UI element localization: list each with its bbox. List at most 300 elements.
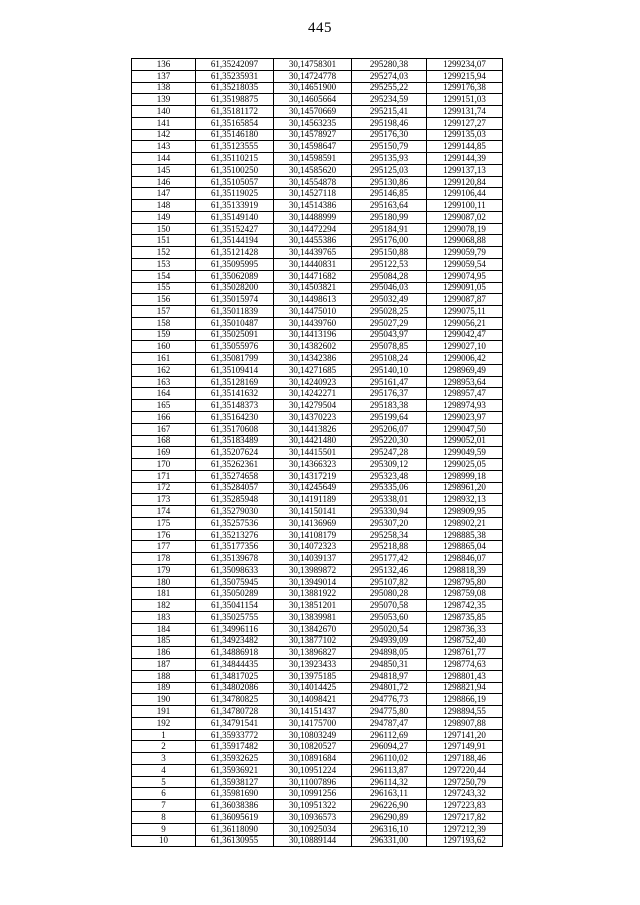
table-row: [132, 353, 503, 365]
latitude-cell: 61,34844435: [196, 659, 274, 671]
table-row: [132, 470, 503, 482]
table-row: [132, 823, 503, 835]
coordinates-table-body: [132, 59, 503, 847]
longitude-cell: 30,10951322: [274, 800, 352, 812]
point-number-cell: 145: [132, 164, 196, 176]
table-row: [132, 659, 503, 671]
latitude-cell: 61,35062089: [196, 270, 274, 282]
longitude-cell: 30,14651900: [274, 82, 352, 94]
y-coordinate-cell: 1299100,11: [427, 200, 503, 212]
table-row: [132, 800, 503, 812]
point-number-cell: 2: [132, 741, 196, 753]
y-coordinate-cell: 1297220,44: [427, 764, 503, 776]
table-row: [132, 200, 503, 212]
table-row: [132, 329, 503, 341]
latitude-cell: 61,35133919: [196, 200, 274, 212]
latitude-cell: 61,35025755: [196, 611, 274, 623]
table-row: [132, 129, 503, 141]
table-row: [132, 447, 503, 459]
x-coordinate-cell: 295309,12: [352, 459, 427, 471]
table-row: [132, 188, 503, 200]
y-coordinate-cell: 1299078,19: [427, 223, 503, 235]
x-coordinate-cell: 295247,28: [352, 447, 427, 459]
longitude-cell: 30,14514386: [274, 200, 352, 212]
x-coordinate-cell: 295150,79: [352, 141, 427, 153]
y-coordinate-cell: 1299151,03: [427, 94, 503, 106]
table-row: [132, 694, 503, 706]
x-coordinate-cell: 295032,49: [352, 294, 427, 306]
point-number-cell: 170: [132, 459, 196, 471]
y-coordinate-cell: 1299059,79: [427, 247, 503, 259]
y-coordinate-cell: 1299049,59: [427, 447, 503, 459]
table-row: [132, 153, 503, 165]
x-coordinate-cell: 295122,53: [352, 259, 427, 271]
table-row: [132, 164, 503, 176]
table-row: [132, 753, 503, 765]
longitude-cell: 30,13949014: [274, 576, 352, 588]
latitude-cell: 61,35936921: [196, 764, 274, 776]
latitude-cell: 61,35170608: [196, 423, 274, 435]
y-coordinate-cell: 1298894,55: [427, 706, 503, 718]
table-row: [132, 376, 503, 388]
longitude-cell: 30,14271685: [274, 364, 352, 376]
table-row: [132, 541, 503, 553]
point-number-cell: 9: [132, 823, 196, 835]
y-coordinate-cell: 1299234,07: [427, 59, 503, 71]
point-number-cell: 167: [132, 423, 196, 435]
latitude-cell: 61,35098633: [196, 564, 274, 576]
longitude-cell: 30,14570669: [274, 106, 352, 118]
point-number-cell: 169: [132, 447, 196, 459]
x-coordinate-cell: 295280,38: [352, 59, 427, 71]
latitude-cell: 61,35257536: [196, 517, 274, 529]
latitude-cell: 61,35041154: [196, 600, 274, 612]
x-coordinate-cell: 295150,88: [352, 247, 427, 259]
x-coordinate-cell: 294775,80: [352, 706, 427, 718]
point-number-cell: 184: [132, 623, 196, 635]
table-row: [132, 588, 503, 600]
y-coordinate-cell: 1297193,62: [427, 835, 503, 847]
longitude-cell: 30,13989872: [274, 564, 352, 576]
x-coordinate-cell: 295258,34: [352, 529, 427, 541]
latitude-cell: 61,35148373: [196, 400, 274, 412]
y-coordinate-cell: 1298774,63: [427, 659, 503, 671]
point-number-cell: 190: [132, 694, 196, 706]
latitude-cell: 61,36038386: [196, 800, 274, 812]
table-row: [132, 294, 503, 306]
x-coordinate-cell: 296331,00: [352, 835, 427, 847]
point-number-cell: 172: [132, 482, 196, 494]
point-number-cell: 164: [132, 388, 196, 400]
y-coordinate-cell: 1299131,74: [427, 106, 503, 118]
latitude-cell: 61,35015974: [196, 294, 274, 306]
point-number-cell: 175: [132, 517, 196, 529]
y-coordinate-cell: 1298759,08: [427, 588, 503, 600]
x-coordinate-cell: 295335,06: [352, 482, 427, 494]
y-coordinate-cell: 1299006,42: [427, 353, 503, 365]
longitude-cell: 30,14421480: [274, 435, 352, 447]
point-number-cell: 168: [132, 435, 196, 447]
latitude-cell: 61,35262361: [196, 459, 274, 471]
latitude-cell: 61,35207624: [196, 447, 274, 459]
x-coordinate-cell: 295046,03: [352, 282, 427, 294]
point-number-cell: 162: [132, 364, 196, 376]
longitude-cell: 30,14415501: [274, 447, 352, 459]
longitude-cell: 30,14598647: [274, 141, 352, 153]
longitude-cell: 30,14554878: [274, 176, 352, 188]
latitude-cell: 61,35028200: [196, 282, 274, 294]
longitude-cell: 30,14472294: [274, 223, 352, 235]
table-row: [132, 682, 503, 694]
latitude-cell: 61,35165854: [196, 117, 274, 129]
x-coordinate-cell: 295080,28: [352, 588, 427, 600]
x-coordinate-cell: 294776,73: [352, 694, 427, 706]
longitude-cell: 30,14014425: [274, 682, 352, 694]
y-coordinate-cell: 1298999,18: [427, 470, 503, 482]
table-row: [132, 364, 503, 376]
longitude-cell: 30,14191189: [274, 494, 352, 506]
latitude-cell: 61,35235931: [196, 70, 274, 82]
longitude-cell: 30,10803249: [274, 729, 352, 741]
x-coordinate-cell: 295163,64: [352, 200, 427, 212]
latitude-cell: 61,35121428: [196, 247, 274, 259]
longitude-cell: 30,10951224: [274, 764, 352, 776]
table-row: [132, 623, 503, 635]
point-number-cell: 156: [132, 294, 196, 306]
x-coordinate-cell: 296163,11: [352, 788, 427, 800]
latitude-cell: 61,34780825: [196, 694, 274, 706]
table-row: [132, 729, 503, 741]
point-number-cell: 142: [132, 129, 196, 141]
y-coordinate-cell: 1299135,03: [427, 129, 503, 141]
x-coordinate-cell: 296290,89: [352, 812, 427, 824]
longitude-cell: 30,14439765: [274, 247, 352, 259]
x-coordinate-cell: 294850,31: [352, 659, 427, 671]
table-row: [132, 564, 503, 576]
x-coordinate-cell: 295027,29: [352, 317, 427, 329]
longitude-cell: 30,14475010: [274, 306, 352, 318]
y-coordinate-cell: 1297217,82: [427, 812, 503, 824]
latitude-cell: 61,35213276: [196, 529, 274, 541]
longitude-cell: 30,14598591: [274, 153, 352, 165]
point-number-cell: 165: [132, 400, 196, 412]
table-row: [132, 494, 503, 506]
longitude-cell: 30,14175700: [274, 717, 352, 729]
x-coordinate-cell: 294787,47: [352, 717, 427, 729]
x-coordinate-cell: 295184,91: [352, 223, 427, 235]
longitude-cell: 30,14039137: [274, 553, 352, 565]
longitude-cell: 30,14150141: [274, 506, 352, 518]
x-coordinate-cell: 296114,32: [352, 776, 427, 788]
x-coordinate-cell: 295215,41: [352, 106, 427, 118]
table-row: [132, 788, 503, 800]
y-coordinate-cell: 1299176,38: [427, 82, 503, 94]
x-coordinate-cell: 295176,00: [352, 235, 427, 247]
y-coordinate-cell: 1299068,88: [427, 235, 503, 247]
longitude-cell: 30,14240923: [274, 376, 352, 388]
y-coordinate-cell: 1298742,35: [427, 600, 503, 612]
latitude-cell: 61,35242097: [196, 59, 274, 71]
table-row: [132, 317, 503, 329]
y-coordinate-cell: 1297141,20: [427, 729, 503, 741]
longitude-cell: 30,14279504: [274, 400, 352, 412]
table-row: [132, 776, 503, 788]
point-number-cell: 7: [132, 800, 196, 812]
point-number-cell: 181: [132, 588, 196, 600]
x-coordinate-cell: 294801,72: [352, 682, 427, 694]
point-number-cell: 139: [132, 94, 196, 106]
table-row: [132, 94, 503, 106]
x-coordinate-cell: 294939,09: [352, 635, 427, 647]
table-row: [132, 529, 503, 541]
point-number-cell: 154: [132, 270, 196, 282]
longitude-cell: 30,11007896: [274, 776, 352, 788]
latitude-cell: 61,35105057: [196, 176, 274, 188]
y-coordinate-cell: 1299091,05: [427, 282, 503, 294]
y-coordinate-cell: 1298761,77: [427, 647, 503, 659]
longitude-cell: 30,14342386: [274, 353, 352, 365]
x-coordinate-cell: 296226,90: [352, 800, 427, 812]
latitude-cell: 61,35123555: [196, 141, 274, 153]
x-coordinate-cell: 295206,07: [352, 423, 427, 435]
x-coordinate-cell: 295198,46: [352, 117, 427, 129]
table-row: [132, 235, 503, 247]
x-coordinate-cell: 295107,82: [352, 576, 427, 588]
y-coordinate-cell: 1297188,46: [427, 753, 503, 765]
point-number-cell: 141: [132, 117, 196, 129]
x-coordinate-cell: 295330,94: [352, 506, 427, 518]
table-row: [132, 388, 503, 400]
latitude-cell: 61,35198875: [196, 94, 274, 106]
y-coordinate-cell: 1298846,07: [427, 553, 503, 565]
latitude-cell: 61,35177356: [196, 541, 274, 553]
x-coordinate-cell: 296094,27: [352, 741, 427, 753]
latitude-cell: 61,35981690: [196, 788, 274, 800]
table-row: [132, 306, 503, 318]
table-row: [132, 411, 503, 423]
table-row: [132, 706, 503, 718]
point-number-cell: 179: [132, 564, 196, 576]
table-row: [132, 423, 503, 435]
point-number-cell: 183: [132, 611, 196, 623]
table-row: [132, 717, 503, 729]
y-coordinate-cell: 1299047,50: [427, 423, 503, 435]
table-row: [132, 611, 503, 623]
longitude-cell: 30,10925034: [274, 823, 352, 835]
latitude-cell: 61,34886918: [196, 647, 274, 659]
y-coordinate-cell: 1299144,85: [427, 141, 503, 153]
y-coordinate-cell: 1299052,01: [427, 435, 503, 447]
y-coordinate-cell: 1299056,21: [427, 317, 503, 329]
latitude-cell: 61,35938127: [196, 776, 274, 788]
x-coordinate-cell: 295078,85: [352, 341, 427, 353]
table-row: [132, 223, 503, 235]
y-coordinate-cell: 1298818,39: [427, 564, 503, 576]
point-number-cell: 159: [132, 329, 196, 341]
point-number-cell: 147: [132, 188, 196, 200]
x-coordinate-cell: 295199,64: [352, 411, 427, 423]
y-coordinate-cell: 1298866,19: [427, 694, 503, 706]
latitude-cell: 61,34923482: [196, 635, 274, 647]
table-row: [132, 82, 503, 94]
y-coordinate-cell: 1298961,20: [427, 482, 503, 494]
point-number-cell: 158: [132, 317, 196, 329]
y-coordinate-cell: 1297250,79: [427, 776, 503, 788]
point-number-cell: 143: [132, 141, 196, 153]
latitude-cell: 61,35284057: [196, 482, 274, 494]
y-coordinate-cell: 1299127,27: [427, 117, 503, 129]
latitude-cell: 61,36130955: [196, 835, 274, 847]
x-coordinate-cell: 295084,28: [352, 270, 427, 282]
x-coordinate-cell: 295161,47: [352, 376, 427, 388]
longitude-cell: 30,13851201: [274, 600, 352, 612]
latitude-cell: 61,35110215: [196, 153, 274, 165]
longitude-cell: 30,13975185: [274, 670, 352, 682]
latitude-cell: 61,36118090: [196, 823, 274, 835]
longitude-cell: 30,14413196: [274, 329, 352, 341]
x-coordinate-cell: 296316,10: [352, 823, 427, 835]
longitude-cell: 30,14317219: [274, 470, 352, 482]
y-coordinate-cell: 1299075,11: [427, 306, 503, 318]
longitude-cell: 30,14498613: [274, 294, 352, 306]
x-coordinate-cell: 295218,88: [352, 541, 427, 553]
latitude-cell: 61,35917482: [196, 741, 274, 753]
table-row: [132, 812, 503, 824]
table-row: [132, 70, 503, 82]
latitude-cell: 61,34802086: [196, 682, 274, 694]
point-number-cell: 191: [132, 706, 196, 718]
y-coordinate-cell: 1299023,97: [427, 411, 503, 423]
x-coordinate-cell: 295028,25: [352, 306, 427, 318]
table-row: [132, 59, 503, 71]
x-coordinate-cell: 295180,99: [352, 211, 427, 223]
latitude-cell: 61,34996116: [196, 623, 274, 635]
point-number-cell: 150: [132, 223, 196, 235]
point-number-cell: 187: [132, 659, 196, 671]
y-coordinate-cell: 1299087,02: [427, 211, 503, 223]
point-number-cell: 10: [132, 835, 196, 847]
y-coordinate-cell: 1297223,83: [427, 800, 503, 812]
longitude-cell: 30,10936573: [274, 812, 352, 824]
y-coordinate-cell: 1298953,64: [427, 376, 503, 388]
y-coordinate-cell: 1299215,94: [427, 70, 503, 82]
y-coordinate-cell: 1298909,95: [427, 506, 503, 518]
point-number-cell: 174: [132, 506, 196, 518]
longitude-cell: 30,14455386: [274, 235, 352, 247]
point-number-cell: 144: [132, 153, 196, 165]
x-coordinate-cell: 295130,86: [352, 176, 427, 188]
latitude-cell: 61,35050289: [196, 588, 274, 600]
longitude-cell: 30,13839981: [274, 611, 352, 623]
longitude-cell: 30,10891684: [274, 753, 352, 765]
x-coordinate-cell: 295338,01: [352, 494, 427, 506]
longitude-cell: 30,14578927: [274, 129, 352, 141]
point-number-cell: 153: [132, 259, 196, 271]
latitude-cell: 61,36095619: [196, 812, 274, 824]
longitude-cell: 30,14527118: [274, 188, 352, 200]
x-coordinate-cell: 295183,38: [352, 400, 427, 412]
longitude-cell: 30,14471682: [274, 270, 352, 282]
longitude-cell: 30,14370223: [274, 411, 352, 423]
point-number-cell: 146: [132, 176, 196, 188]
y-coordinate-cell: 1299137,13: [427, 164, 503, 176]
point-number-cell: 171: [132, 470, 196, 482]
y-coordinate-cell: 1299120,84: [427, 176, 503, 188]
latitude-cell: 61,35181172: [196, 106, 274, 118]
longitude-cell: 30,14439760: [274, 317, 352, 329]
x-coordinate-cell: 295053,60: [352, 611, 427, 623]
longitude-cell: 30,14098421: [274, 694, 352, 706]
y-coordinate-cell: 1298902,21: [427, 517, 503, 529]
longitude-cell: 30,14151437: [274, 706, 352, 718]
point-number-cell: 185: [132, 635, 196, 647]
point-number-cell: 8: [132, 812, 196, 824]
table-row: [132, 341, 503, 353]
x-coordinate-cell: 295132,46: [352, 564, 427, 576]
table-row: [132, 247, 503, 259]
longitude-cell: 30,14605664: [274, 94, 352, 106]
x-coordinate-cell: 295274,03: [352, 70, 427, 82]
latitude-cell: 61,35149140: [196, 211, 274, 223]
table-row: [132, 117, 503, 129]
latitude-cell: 61,35109414: [196, 364, 274, 376]
point-number-cell: 188: [132, 670, 196, 682]
y-coordinate-cell: 1298969,49: [427, 364, 503, 376]
x-coordinate-cell: 294898,05: [352, 647, 427, 659]
x-coordinate-cell: 296112,69: [352, 729, 427, 741]
latitude-cell: 61,35183489: [196, 435, 274, 447]
y-coordinate-cell: 1299025,05: [427, 459, 503, 471]
y-coordinate-cell: 1298752,40: [427, 635, 503, 647]
latitude-cell: 61,34780728: [196, 706, 274, 718]
point-number-cell: 178: [132, 553, 196, 565]
latitude-cell: 61,35010487: [196, 317, 274, 329]
point-number-cell: 4: [132, 764, 196, 776]
longitude-cell: 30,13842670: [274, 623, 352, 635]
longitude-cell: 30,14382602: [274, 341, 352, 353]
latitude-cell: 61,35218035: [196, 82, 274, 94]
point-number-cell: 192: [132, 717, 196, 729]
x-coordinate-cell: 295070,58: [352, 600, 427, 612]
x-coordinate-cell: 295255,22: [352, 82, 427, 94]
page-number: 445: [308, 20, 332, 36]
point-number-cell: 177: [132, 541, 196, 553]
x-coordinate-cell: 295135,93: [352, 153, 427, 165]
point-number-cell: 166: [132, 411, 196, 423]
y-coordinate-cell: 1297149,91: [427, 741, 503, 753]
latitude-cell: 61,35075945: [196, 576, 274, 588]
latitude-cell: 61,35144194: [196, 235, 274, 247]
table-row: [132, 670, 503, 682]
point-number-cell: 152: [132, 247, 196, 259]
table-row: [132, 435, 503, 447]
table-row: [132, 211, 503, 223]
y-coordinate-cell: 1298907,88: [427, 717, 503, 729]
point-number-cell: 163: [132, 376, 196, 388]
table-row: [132, 517, 503, 529]
table-row: [132, 106, 503, 118]
y-coordinate-cell: 1297243,32: [427, 788, 503, 800]
longitude-cell: 30,14366323: [274, 459, 352, 471]
x-coordinate-cell: 295177,42: [352, 553, 427, 565]
y-coordinate-cell: 1298974,93: [427, 400, 503, 412]
latitude-cell: 61,35011839: [196, 306, 274, 318]
y-coordinate-cell: 1299144,39: [427, 153, 503, 165]
y-coordinate-cell: 1298932,13: [427, 494, 503, 506]
table-row: [132, 459, 503, 471]
point-number-cell: 136: [132, 59, 196, 71]
x-coordinate-cell: 295020,54: [352, 623, 427, 635]
